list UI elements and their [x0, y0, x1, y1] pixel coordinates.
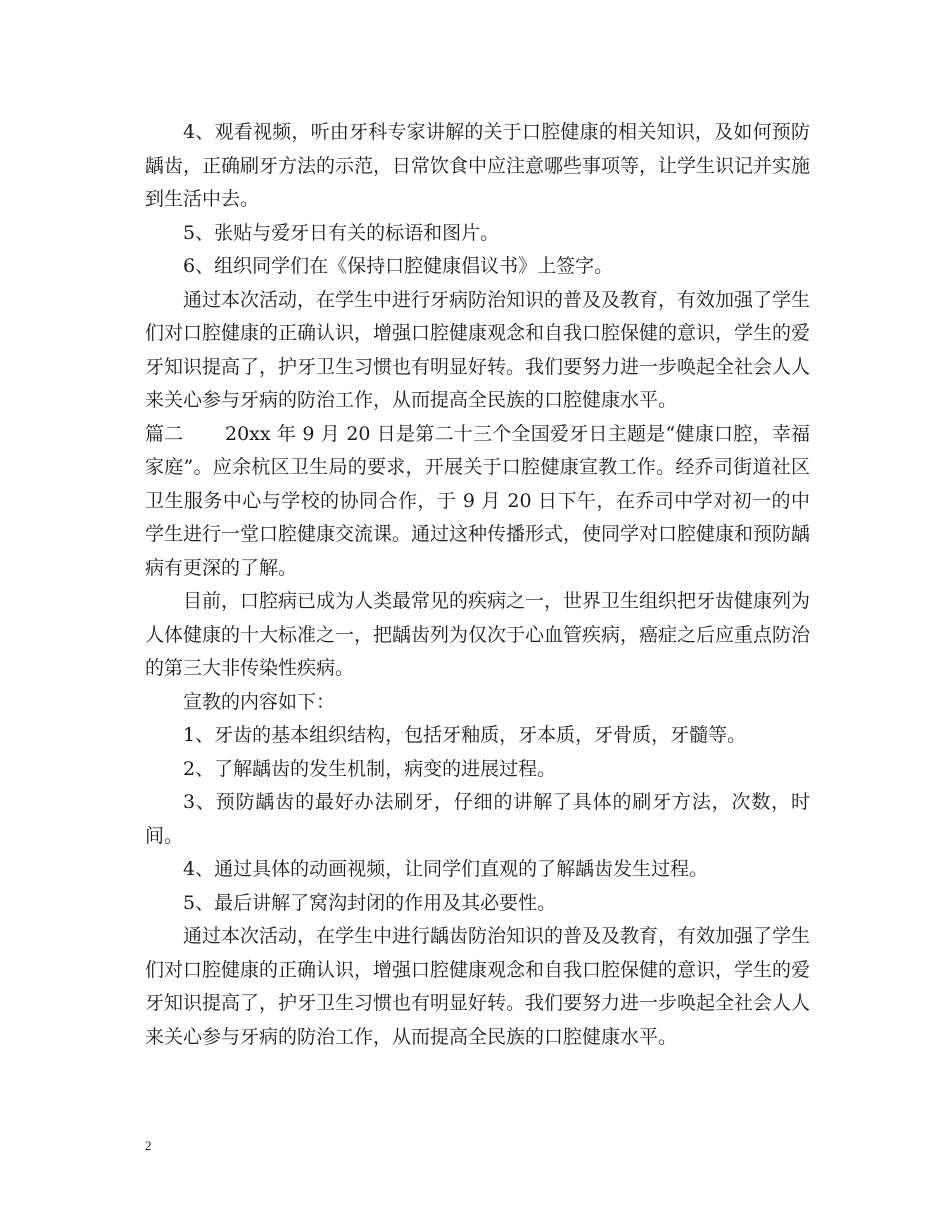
page-number: 2: [145, 1138, 152, 1153]
section-two-text: 20xx 年 9 月 20 日是第二十三个全国爱牙日主题是“健康口腔，幸福家庭”。应余杭区卫生局的要求，开展关于口腔健康宣教工作。经乔司街道社区卫生服务中心与学校的协同合作，于 9 月 20 日下午，在乔司中学对初一的中学生进行一堂口腔健康交流课。通过这种传播形式，使同学对口腔健康和预防龋病有更深的了解。: [145, 422, 811, 579]
document-body: [145, 116, 810, 1054]
paragraph-posters: 5、张贴与爱牙日有关的标语和图片。: [183, 221, 500, 244]
paragraph-sign-proposal: 6、组织同学们在《保持口腔健康倡议书》上签字。: [183, 255, 614, 277]
paragraph-watch-video: 4、观看视频，听由牙科专家讲解的关于口腔健康的相关知识，及如何预防龋齿，正确刷牙方法的示范，日常饮食中应注意哪些事项等，让学生识记并实施到生活中去。: [145, 121, 811, 210]
list-item-animation-video: 4、通过具体的动画视频，让同学们直观的了解龋齿发生过程。: [183, 858, 709, 880]
paragraph-content-intro: 宣教的内容如下：: [183, 690, 336, 713]
list-item-pit-fissure-sealing: 5、最后讲解了窝沟封闭的作用及其必要性。: [183, 891, 557, 914]
section-two-label: 篇二: [145, 422, 184, 445]
list-item-brushing: 3、预防龋齿的最好办法刷牙，仔细的讲解了具体的刷牙方法，次数，时间。: [145, 791, 810, 847]
paragraph-summary-one: 通过本次活动，在学生中进行牙病防治知识的普及及教育，有效加强了学生们对口腔健康的正确认识，增强口腔健康观念和自我口腔保健的意识，学生的爱牙知识提高了，护牙卫生习惯也有明显好转。我们要努力进一步唤起全社会人人来关心参与牙病的防治工作，从而提高全民族的口腔健康水平。: [145, 288, 811, 411]
paragraph-summary-two: 通过本次活动，在学生中进行龋齿防治知识的普及及教育，有效加强了学生们对口腔健康的正确认识，增强口腔健康观念和自我口腔保健的意识，学生的爱牙知识提高了，护牙卫生习惯也有明显好转。我们要努力进一步唤起全社会人人来关心参与牙病的防治工作，从而提高全民族的口腔健康水平。: [145, 925, 811, 1048]
section-two-paragraph: [145, 418, 810, 586]
paragraph-oral-disease: 目前，口腔病已成为人类最常见的疾病之一，世界卫生组织把牙齿健康列为人体健康的十大标准之一，把龋齿列为仅次于心血管疾病，癌症之后应重点防治的第三大非传染性疾病。: [145, 590, 811, 679]
list-item-tooth-structure: 1、牙齿的基本组织结构，包括牙釉质，牙本质，牙骨质，牙髓等。: [183, 724, 747, 746]
list-item-caries-mechanism: 2、了解龋齿的发生机制，病变的进展过程。: [183, 757, 557, 780]
